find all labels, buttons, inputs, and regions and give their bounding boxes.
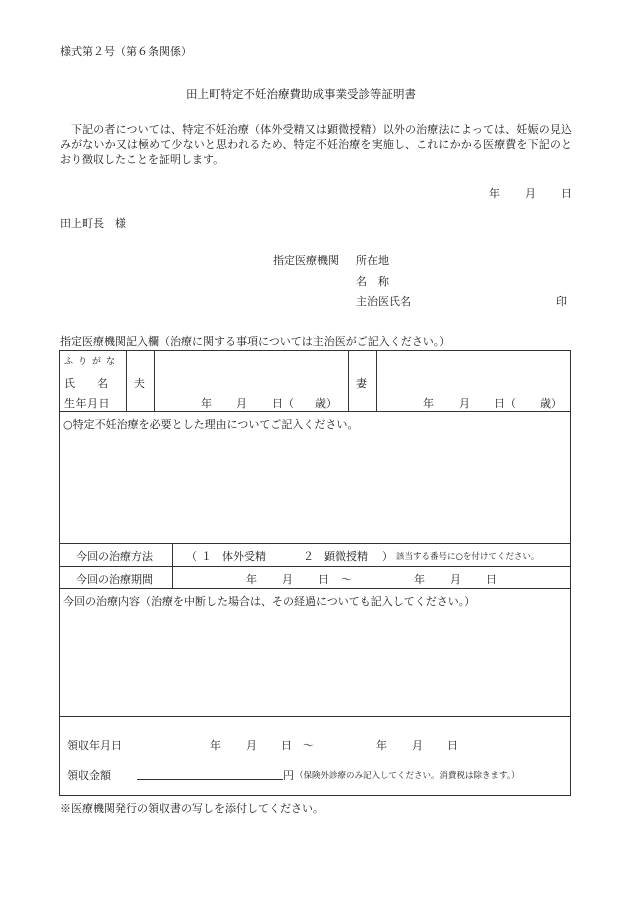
form-number: 様式第２号（第６条関係） — [60, 45, 192, 58]
address-label: 所在地 — [356, 254, 389, 267]
amount-input-line[interactable] — [137, 779, 283, 780]
content-input-area[interactable] — [62, 610, 568, 714]
husband-birth-year: 年 — [201, 397, 212, 410]
receipt-month-end: 月 — [412, 739, 423, 752]
date-year: 年 — [489, 187, 500, 200]
wife-label: 妻 — [356, 377, 367, 390]
husband-birth-day: 日（ — [272, 397, 294, 410]
section-heading: 指定医療機関記入欄（治療に関する事項については主治医がご記入ください。） — [60, 335, 451, 348]
col-divider — [126, 350, 127, 411]
wife-age: 歳） — [540, 397, 562, 410]
receipt-tilde: ～ — [303, 739, 314, 752]
row-divider — [59, 716, 571, 717]
name-field-label: 氏 名 — [64, 377, 108, 390]
yen-label: 円 — [283, 769, 294, 782]
furigana-label: ふりがな — [64, 357, 121, 367]
reason-label: ○特定不妊治療を必要とした理由についてご記入ください。 — [63, 418, 359, 431]
period-day-end: 日 — [486, 573, 497, 586]
doctor-label: 主治医氏名 — [356, 295, 411, 308]
seal-label: 印 — [556, 295, 567, 308]
method-option-2[interactable]: 顕微授精 — [324, 550, 368, 563]
husband-birth-month: 月 — [236, 397, 247, 410]
intro-paragraph — [60, 122, 572, 167]
husband-age: 歳） — [315, 397, 337, 410]
date-month: 月 — [525, 187, 536, 200]
period-label: 今回の治療期間 — [76, 573, 153, 586]
period-month: 月 — [282, 573, 293, 586]
method-label: 今回の治療方法 — [76, 550, 153, 563]
date-day: 日 — [561, 187, 572, 200]
receipt-year-end: 年 — [376, 739, 387, 752]
content-label: 今回の治療内容（治療を中断した場合は、その経過についても記入してください。） — [63, 595, 476, 608]
col-divider — [348, 350, 349, 411]
receipt-year: 年 — [210, 739, 221, 752]
method-note: 該当する番号に○を付けてください。 — [396, 552, 540, 562]
receipt-day: 日 — [281, 739, 292, 752]
method-open-paren: （ — [186, 550, 197, 563]
document-title: 田上町特定不妊治療費助成事業受診等証明書 — [186, 87, 416, 101]
period-month-end: 月 — [450, 573, 461, 586]
method-option-1[interactable]: 体外受精 — [222, 550, 266, 563]
row-divider — [59, 543, 571, 544]
method-option-1-number[interactable]: １ — [201, 550, 212, 563]
receipt-day-end: 日 — [447, 739, 458, 752]
footnote: ※医療機関発行の領収書の写しを添付してください。 — [60, 802, 324, 815]
addressee: 田上町長 様 — [60, 217, 126, 230]
institution-label: 指定医療機関 — [273, 254, 339, 267]
period-tilde: ～ — [341, 573, 352, 586]
reason-input-area[interactable] — [62, 432, 568, 540]
row-divider — [59, 566, 571, 567]
row-divider — [59, 411, 571, 412]
wife-birth-year: 年 — [423, 397, 434, 410]
wife-birth-day: 日（ — [494, 397, 516, 410]
amount-label: 領収金額 — [67, 769, 111, 782]
receipt-date-label: 領収年月日 — [67, 739, 122, 752]
method-option-2-number[interactable]: ２ — [303, 550, 314, 563]
period-year: 年 — [246, 573, 257, 586]
col-divider — [376, 350, 377, 411]
husband-label: 夫 — [134, 377, 145, 390]
birth-label: 生年月日 — [64, 397, 110, 410]
amount-note: （保険外診療のみ記入してください。消費税は除きます。） — [295, 771, 520, 781]
col-divider — [172, 543, 173, 588]
name-label: 名 称 — [356, 275, 389, 288]
period-day: 日 — [318, 573, 329, 586]
intro-text: 下記の者については、特定不妊治療（体外受精又は顕微授精）以外の治療法によっては、妊娠の見込みがないか又は極めて少ないと思われるため、特定不妊治療を実施し、これにかかる医療費を下記のとおり徴収したことを証明します。 — [60, 123, 572, 166]
row-divider — [59, 588, 571, 589]
period-year-end: 年 — [414, 573, 425, 586]
wife-birth-month: 月 — [459, 397, 470, 410]
method-close-paren: ） — [382, 550, 393, 563]
receipt-month: 月 — [246, 739, 257, 752]
col-divider — [154, 350, 155, 411]
